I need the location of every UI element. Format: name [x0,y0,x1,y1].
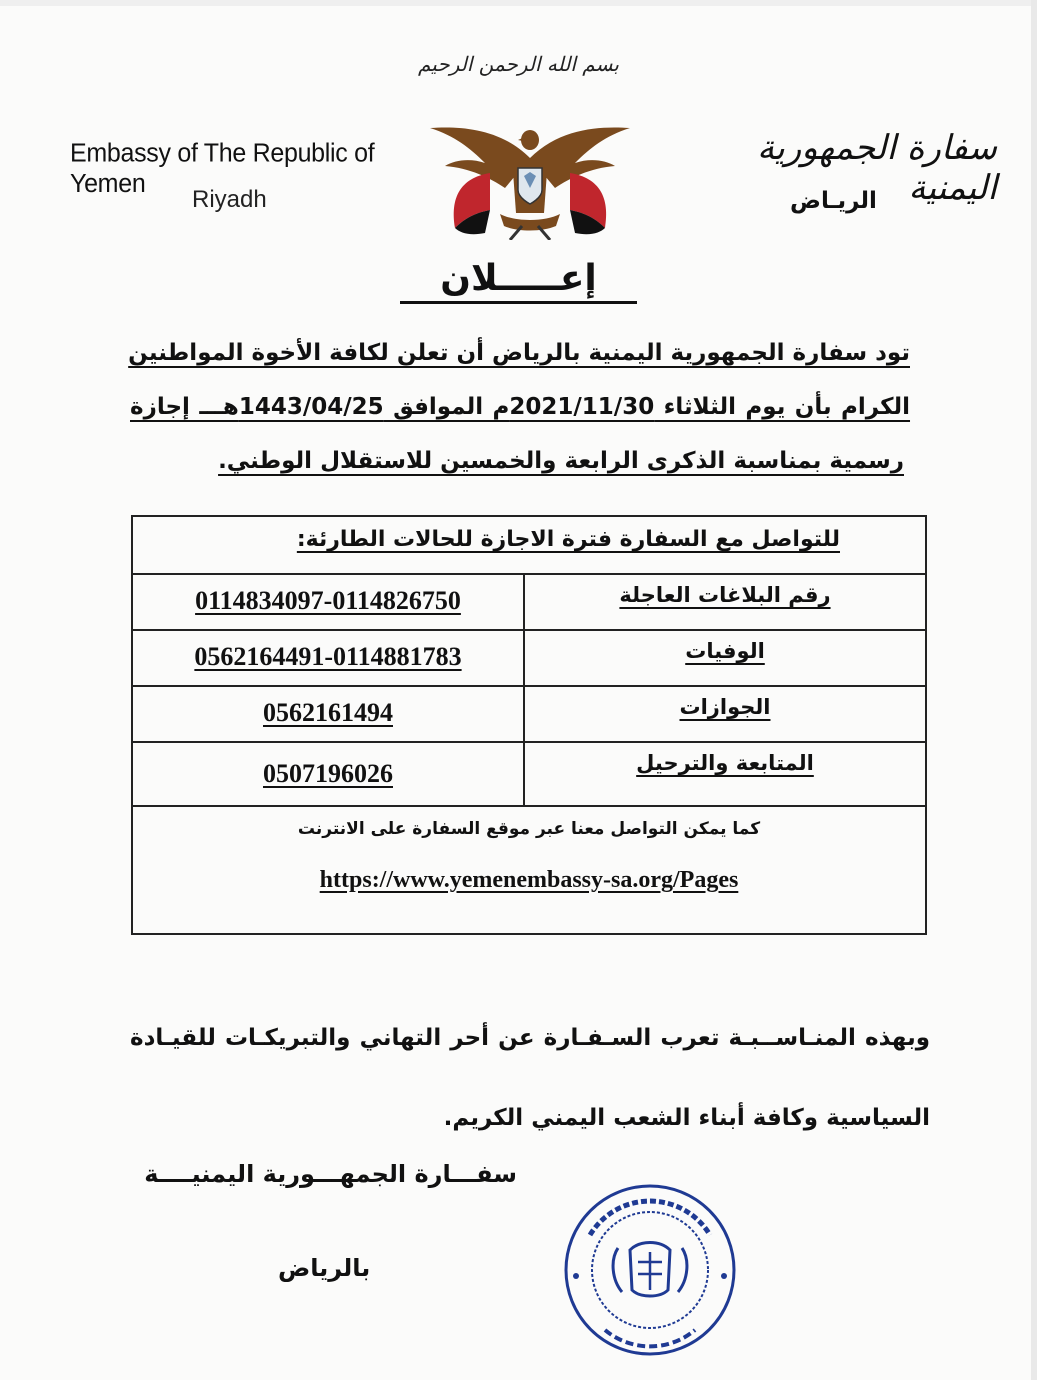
contact-numbers: 0562161494 [133,687,525,741]
signature-embassy: سفـــارة الجمهـــورية اليمنيــــة [144,1160,517,1188]
table-row [133,575,925,631]
table-row [133,743,925,807]
contacts-table-footer [133,807,925,933]
page-right-edge [1031,0,1037,1380]
embassy-website-link[interactable]: https://www.yemenembassy-sa.org/Pages [319,867,739,893]
embassy-name-english: Embassy of The Republic of Yemen [70,138,375,199]
announcement-body [130,326,910,488]
basmala: بسم الله الرحمن الرحيم [417,52,619,76]
closing-line-2: السياسية وكافة أبناء الشعب اليمني الكريم. [443,1105,930,1131]
announcement-line-2: الكرام بأن يوم الثلاثاء 2021/11/30م الموافق 1443/04/25هـــ إجازة [130,394,911,420]
website-note: كما يمكن التواصل معنا عبر موقع السفارة على الانترنت [297,819,761,839]
announcement-heading [0,258,1037,299]
yemen-eagle-emblem-icon [430,118,630,240]
table-row [133,687,925,743]
embassy-name-arabic: سفارة الجمهورية اليمنية [757,128,997,208]
contact-numbers: 0114834097-0114826750 [133,575,525,629]
closing-line-1: وبهذه المنـاســبـة تعرب السـفـارة عن أحر التهاني والتبريكـات للقيـادة [130,1025,930,1051]
announcement-line-1: تود سفارة الجمهورية اليمنية بالرياض أن تعلن لكافة الأخوة المواطنين [128,340,910,366]
table-row [133,631,925,687]
embassy-seal-stamp-icon [560,1180,740,1360]
announcement-title: إعـــــلان [400,258,637,304]
contact-numbers: 0507196026 [133,743,525,805]
closing-paragraph [130,998,930,1158]
contact-numbers: 0562164491-0114881783 [133,631,525,685]
emergency-contacts-table [131,515,927,935]
contacts-table-header [133,517,925,575]
embassy-city-english: Riyadh [192,186,267,213]
contact-label: الجوازات [679,695,771,719]
signature-city: بالرياض [278,1254,371,1282]
contacts-header-text: للتواصل مع السفارة فترة الاجازة للحالات الطارئة: [296,527,840,552]
contact-label: رقم البلاغات العاجلة [619,583,831,607]
embassy-city-arabic: الريـاض [790,188,877,214]
announcement-line-3: رسمية بمناسبة الذكرى الرابعة والخمسين للاستقلال الوطني. [218,448,904,474]
contact-label: المتابعة والترحيل [636,751,814,775]
contact-label: الوفيات [685,639,765,663]
page-top-edge [0,0,1037,6]
